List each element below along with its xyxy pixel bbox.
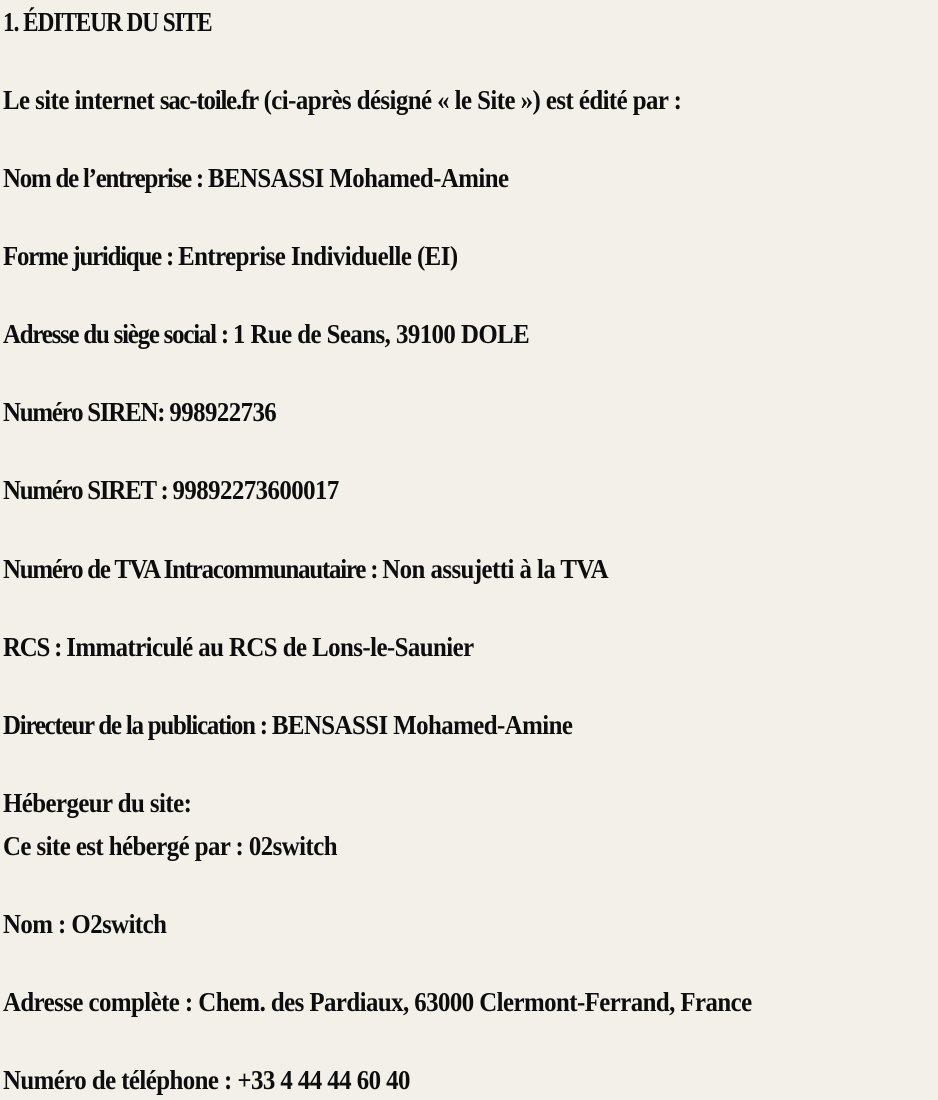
- field-value: Entreprise Individuelle (EI): [178, 241, 458, 271]
- host-line: Ce site est hébergé par : 02switch: [3, 831, 337, 861]
- intro-prefix: Le site internet: [3, 85, 160, 115]
- field-siret: [3, 473, 339, 507]
- field-separator: :: [254, 710, 272, 740]
- field-company-name: [3, 161, 508, 195]
- field-vat-number: [3, 552, 608, 586]
- field-value: 99892273600017: [172, 475, 339, 505]
- field-label: Nom de l’entreprise: [3, 163, 191, 193]
- field-separator: :: [160, 241, 179, 271]
- field-publication-director: [3, 708, 572, 742]
- field-separator: :: [157, 397, 170, 427]
- intro-paragraph: [3, 83, 681, 117]
- field-separator: :: [49, 632, 67, 662]
- field-value: 1 Rue de Seans, 39100 DOLE: [232, 319, 530, 349]
- field-value: BENSASSI Mohamed-Amine: [271, 710, 573, 740]
- host-heading: Hébergeur du site:: [3, 788, 192, 818]
- site-domain: sac-toile.fr: [159, 85, 258, 115]
- host-name: Nom : O2switch: [3, 909, 167, 939]
- field-label: Numéro de TVA Intracommunautaire: [3, 554, 366, 584]
- host-phone: Numéro de téléphone : +33 4 44 44 60 40: [3, 1065, 410, 1095]
- field-separator: :: [190, 163, 209, 193]
- field-separator: :: [365, 554, 383, 584]
- field-value: Non assujetti à la TVA: [382, 554, 609, 584]
- field-siren: [3, 395, 276, 429]
- section-title: 1. ÉDITEUR DU SITE: [3, 7, 212, 37]
- field-value: Immatriculé au RCS de Lons-le-Saunier: [66, 632, 474, 662]
- field-label: Numéro SIRET: [3, 475, 156, 505]
- field-separator: :: [215, 319, 233, 349]
- field-value: 998922736: [169, 397, 277, 427]
- field-head-office-address: [3, 317, 529, 351]
- field-separator: :: [155, 475, 173, 505]
- field-label: Directeur de la publication: [3, 710, 255, 740]
- field-rcs: [3, 630, 474, 664]
- field-label: RCS: [3, 632, 50, 662]
- host-address: Adresse complète : Chem. des Pardiaux, 63000 Clermont-Ferrand, France: [3, 987, 752, 1017]
- field-label: Forme juridique: [3, 241, 161, 271]
- field-label: Numéro SIREN: [3, 397, 158, 427]
- field-value: BENSASSI Mohamed-Amine: [208, 163, 509, 193]
- field-label: Adresse du siège social: [3, 319, 216, 349]
- intro-suffix: (ci-après désigné « le Site ») est édité par :: [257, 85, 682, 115]
- field-legal-form: [3, 239, 458, 273]
